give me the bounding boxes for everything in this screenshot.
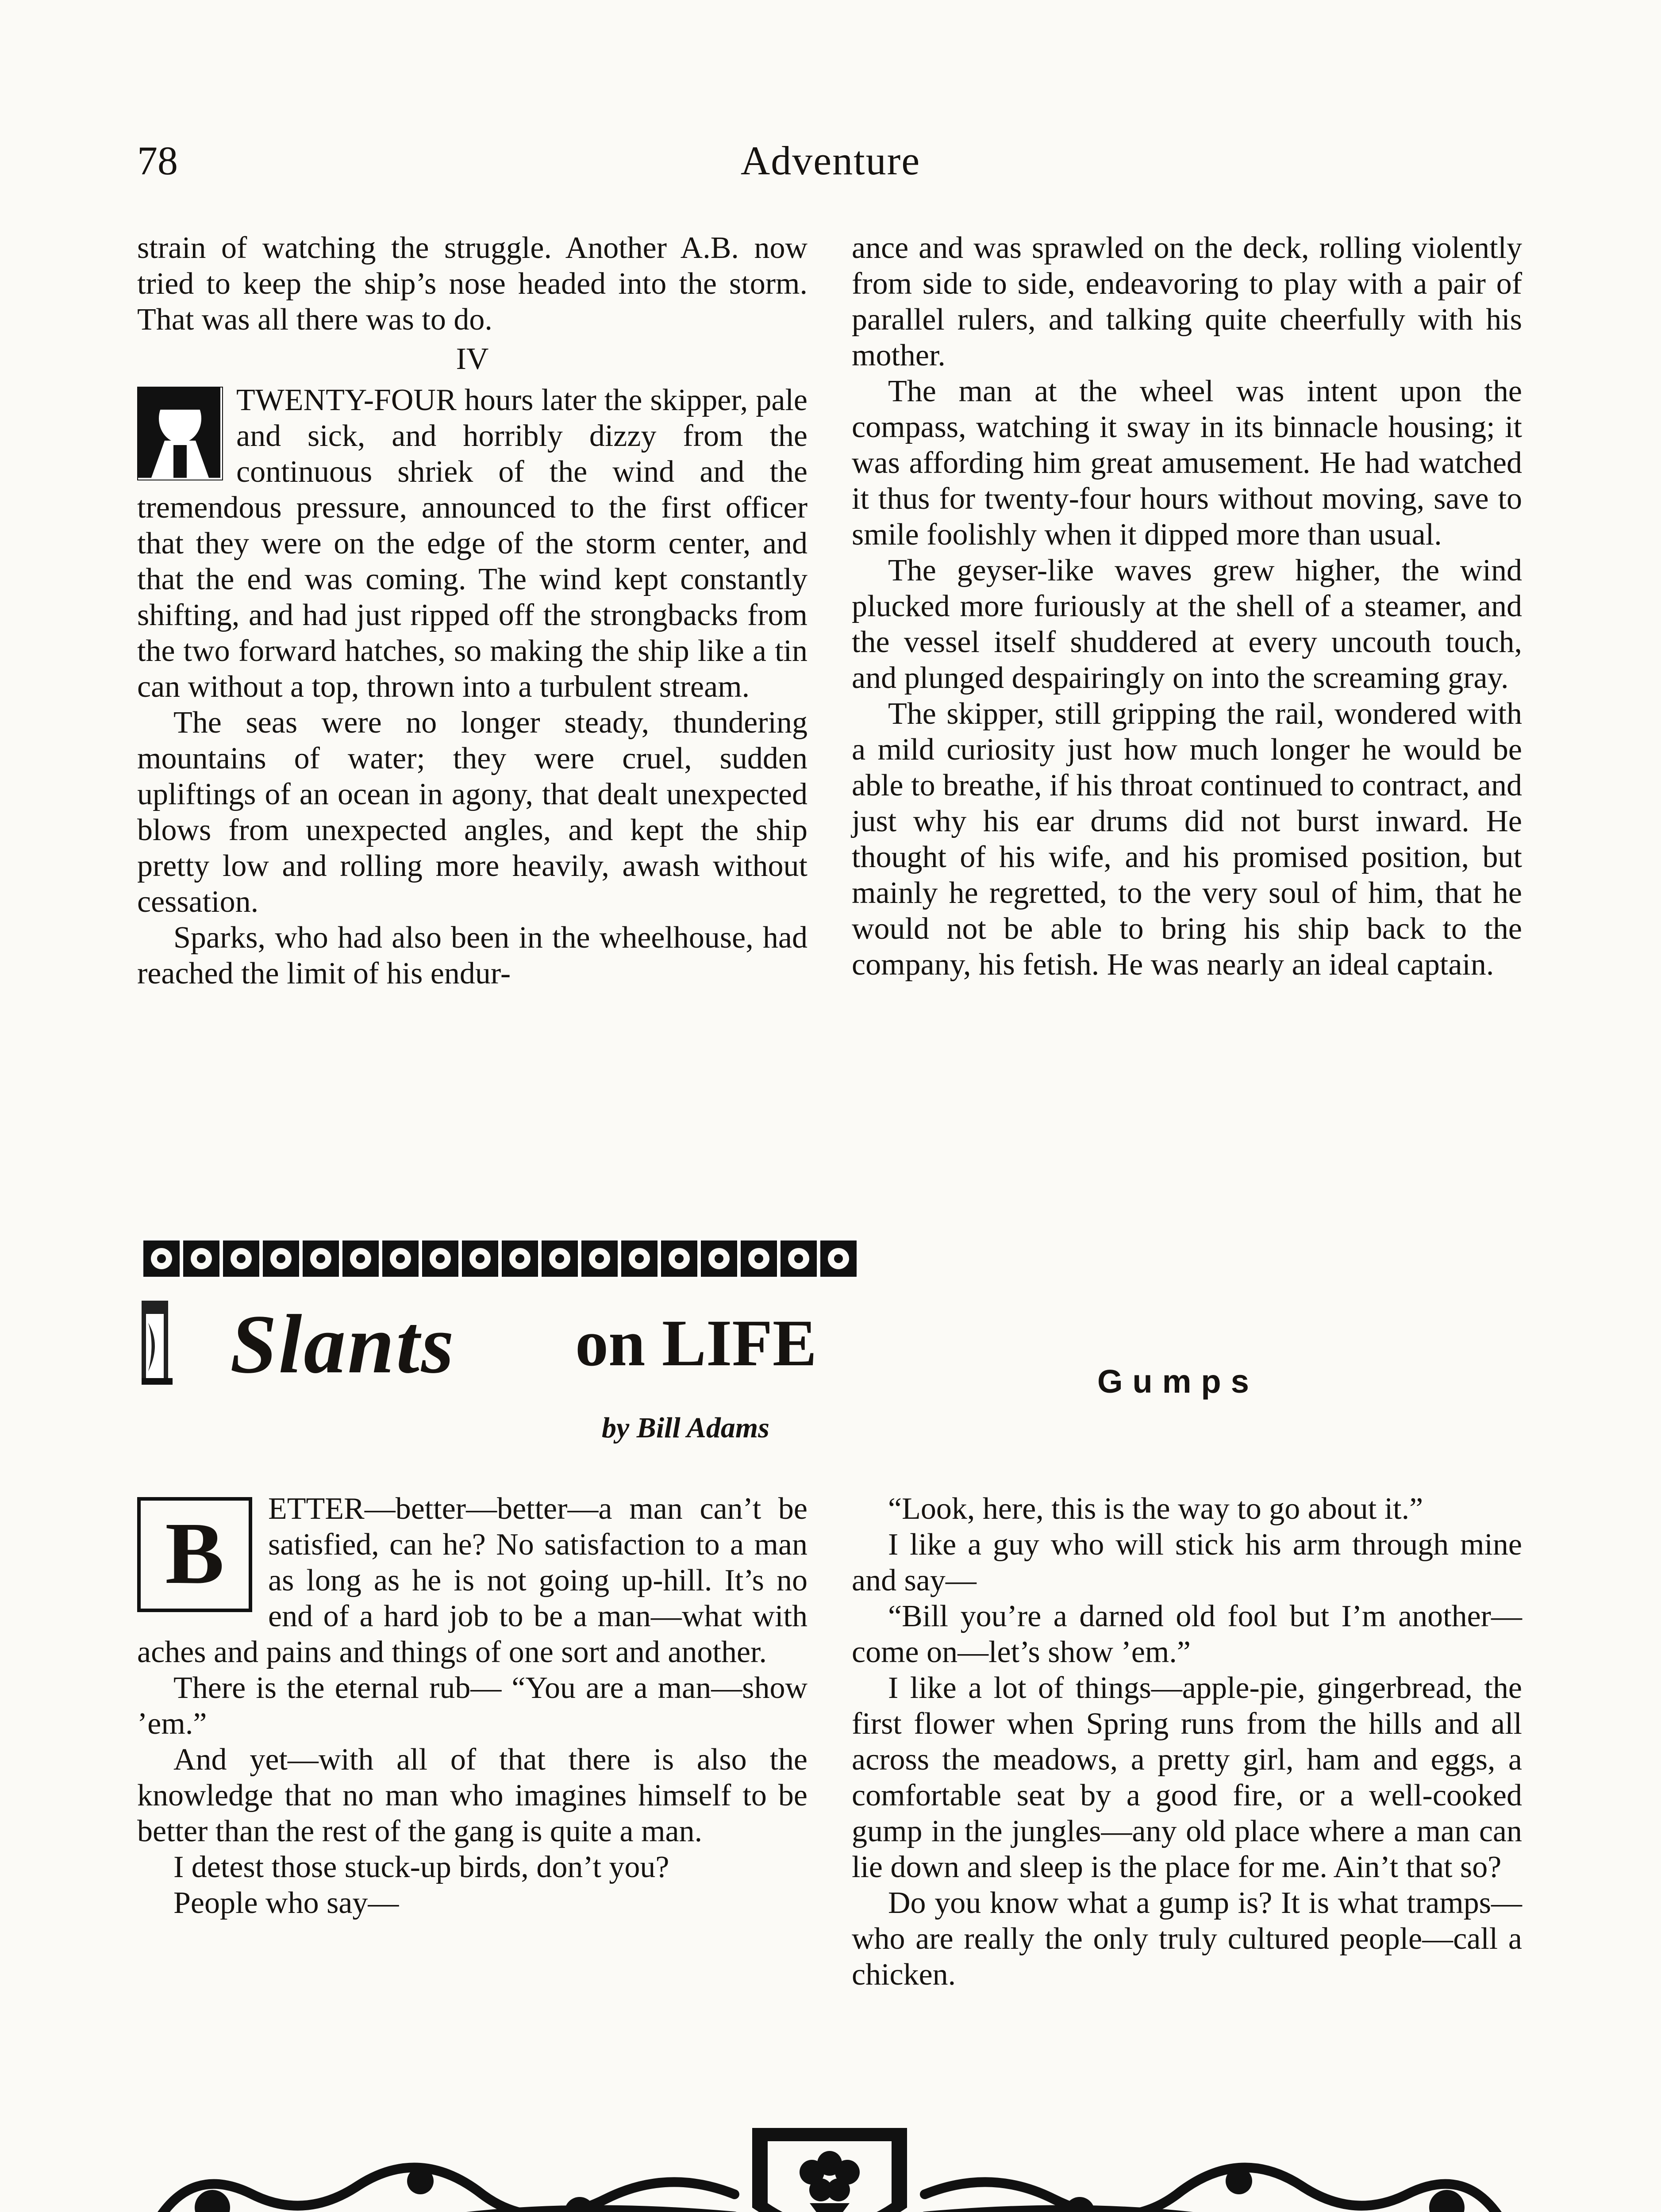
band-cell-center: [476, 1254, 484, 1263]
feature-left-column: [137, 1491, 807, 1921]
story-paragraph: ance and was sprawled on the deck, rolling violently from side to side, endeavoring to play with a pair of parallel rulers, and talking quite cheerfully with his mother.: [852, 231, 1522, 373]
feature-subheading: Gumps: [1097, 1363, 1259, 1400]
story-left-column: [137, 230, 807, 991]
band-cell-center: [794, 1254, 803, 1263]
band-cell-center: [515, 1254, 524, 1263]
byline: by Bill Adams: [602, 1412, 769, 1444]
story-paragraph: The man at the wheel was intent upon the compass, watching it sway in its binnacle housing; it was affording him great amusement. He had watched it thus for twenty-four hours without moving, save to smile foolishly when it dipped more than usual.: [852, 374, 1522, 552]
band-cell-center: [834, 1254, 843, 1263]
running-title: Adventure: [740, 138, 921, 183]
band-cell-center: [316, 1254, 325, 1263]
feature-paragraph: People who say—: [173, 1886, 399, 1920]
story-paragraph: strain of watching the struggle. Another A.B. now tried to keep the ship’s nose headed into the storm. That was all there was to do.: [137, 231, 807, 337]
section-heading: IV: [456, 342, 489, 376]
band-cell-center: [356, 1254, 365, 1263]
feature-title-sub: on LIFE: [575, 1306, 817, 1380]
feature-paragraph: ETTER—better—better—a man can’t be satisfied, can he? No satisfaction to a man as long as he is not going up-hill. It’s no end of a hard job to be a man—what with aches and pains and things of one sort and another.: [137, 1492, 807, 1669]
page-number: 78: [137, 138, 178, 183]
decorative-band: [142, 1239, 858, 1279]
band-cell-center: [675, 1254, 684, 1263]
feature-paragraph: There is the eternal rub— “You are a man—show ’em.”: [137, 1671, 807, 1741]
band-cell-center: [237, 1254, 246, 1263]
band-cell-center: [157, 1254, 166, 1263]
band-cell-center: [396, 1254, 405, 1263]
band-cell-center: [754, 1254, 763, 1263]
feature-paragraph: And yet—with all of that there is also the knowledge that no man who imagines himself to be better than the rest of the gang is quite a man.: [137, 1743, 807, 1848]
story-paragraph: The skipper, still gripping the rail, wondered with a mild curiosity just how much longer he would be able to breathe, if his throat continued to contract, and just why his ear drums did not burst inward. He thought of his wife, and his promised position, but mainly he regretted, to the very soul of him, that he would not be able to bring his ship back to the company, his fetish. He was nearly an ideal captain.: [852, 697, 1522, 982]
feature-paragraph: “Look, here, this is the way to go about it.”: [888, 1492, 1423, 1526]
band-cell-center: [555, 1254, 564, 1263]
story-paragraph: TWENTY-FOUR hours later the skipper, pale and sick, and horribly dizzy from the continuous shriek of the wind and the tremendous pressure, announced to the first officer that they were on the edge of the storm center, and that the end was coming. The wind kept constantly shifting, and had just ripped off the strongbacks from the two forward hatches, so making the ship like a tin can without a top, thrown into a turbulent stream.: [137, 383, 807, 704]
story-paragraph: The geyser-like waves grew higher, the wind plucked more furiously at the shell of a steamer, and the vessel itself shuddered at every uncouth touch, and plunged despairingly on into the screaming gray.: [852, 553, 1522, 695]
drop-cap: B: [137, 1497, 252, 1612]
scroll-ornament: [137, 2119, 1522, 2212]
feature-title: Slants: [230, 1298, 456, 1391]
band-cell-center: [635, 1254, 644, 1263]
feature-right-column: [852, 1491, 1522, 1993]
feature-paragraph: I detest those stuck-up birds, don’t you?: [173, 1850, 669, 1884]
feature-paragraph: I like a lot of things—apple-pie, gingerbread, the first flower when Spring runs from the hills and all across the meadows, a pretty girl, ham and eggs, a comfortable seat by a good fire, or a well-cooked gump in the jungles—any old place where a man can lie down and sleep is the place for me. Ain’t that so?: [852, 1671, 1522, 1884]
story-paragraph: The seas were no longer steady, thundering mountains of water; they were cruel, sudden upliftings of an ocean in agony, that dealt unexpected blows from unexpected angles, and kept the ship pretty low and rolling more heavily, awash without cessation.: [137, 706, 807, 919]
story-right-column: [852, 230, 1522, 983]
drop-cap-illustration: [137, 387, 223, 480]
feature-paragraph: Do you know what a gump is? It is what tramps—who are really the only truly cultured people—call a chicken.: [852, 1886, 1522, 1992]
band-cell-center: [595, 1254, 604, 1263]
band-cell-center: [715, 1254, 723, 1263]
feature-paragraph: I like a guy who will stick his arm through mine and say—: [852, 1528, 1522, 1598]
story-paragraph: Sparks, who had also been in the wheelhouse, had reached the limit of his endur-: [137, 921, 807, 991]
feature-paragraph: “Bill you’re a darned old fool but I’m another—come on—let’s show ’em.”: [852, 1599, 1522, 1669]
band-cell-center: [436, 1254, 445, 1263]
band-cell-center: [277, 1254, 285, 1263]
band-cell-center: [197, 1254, 206, 1263]
